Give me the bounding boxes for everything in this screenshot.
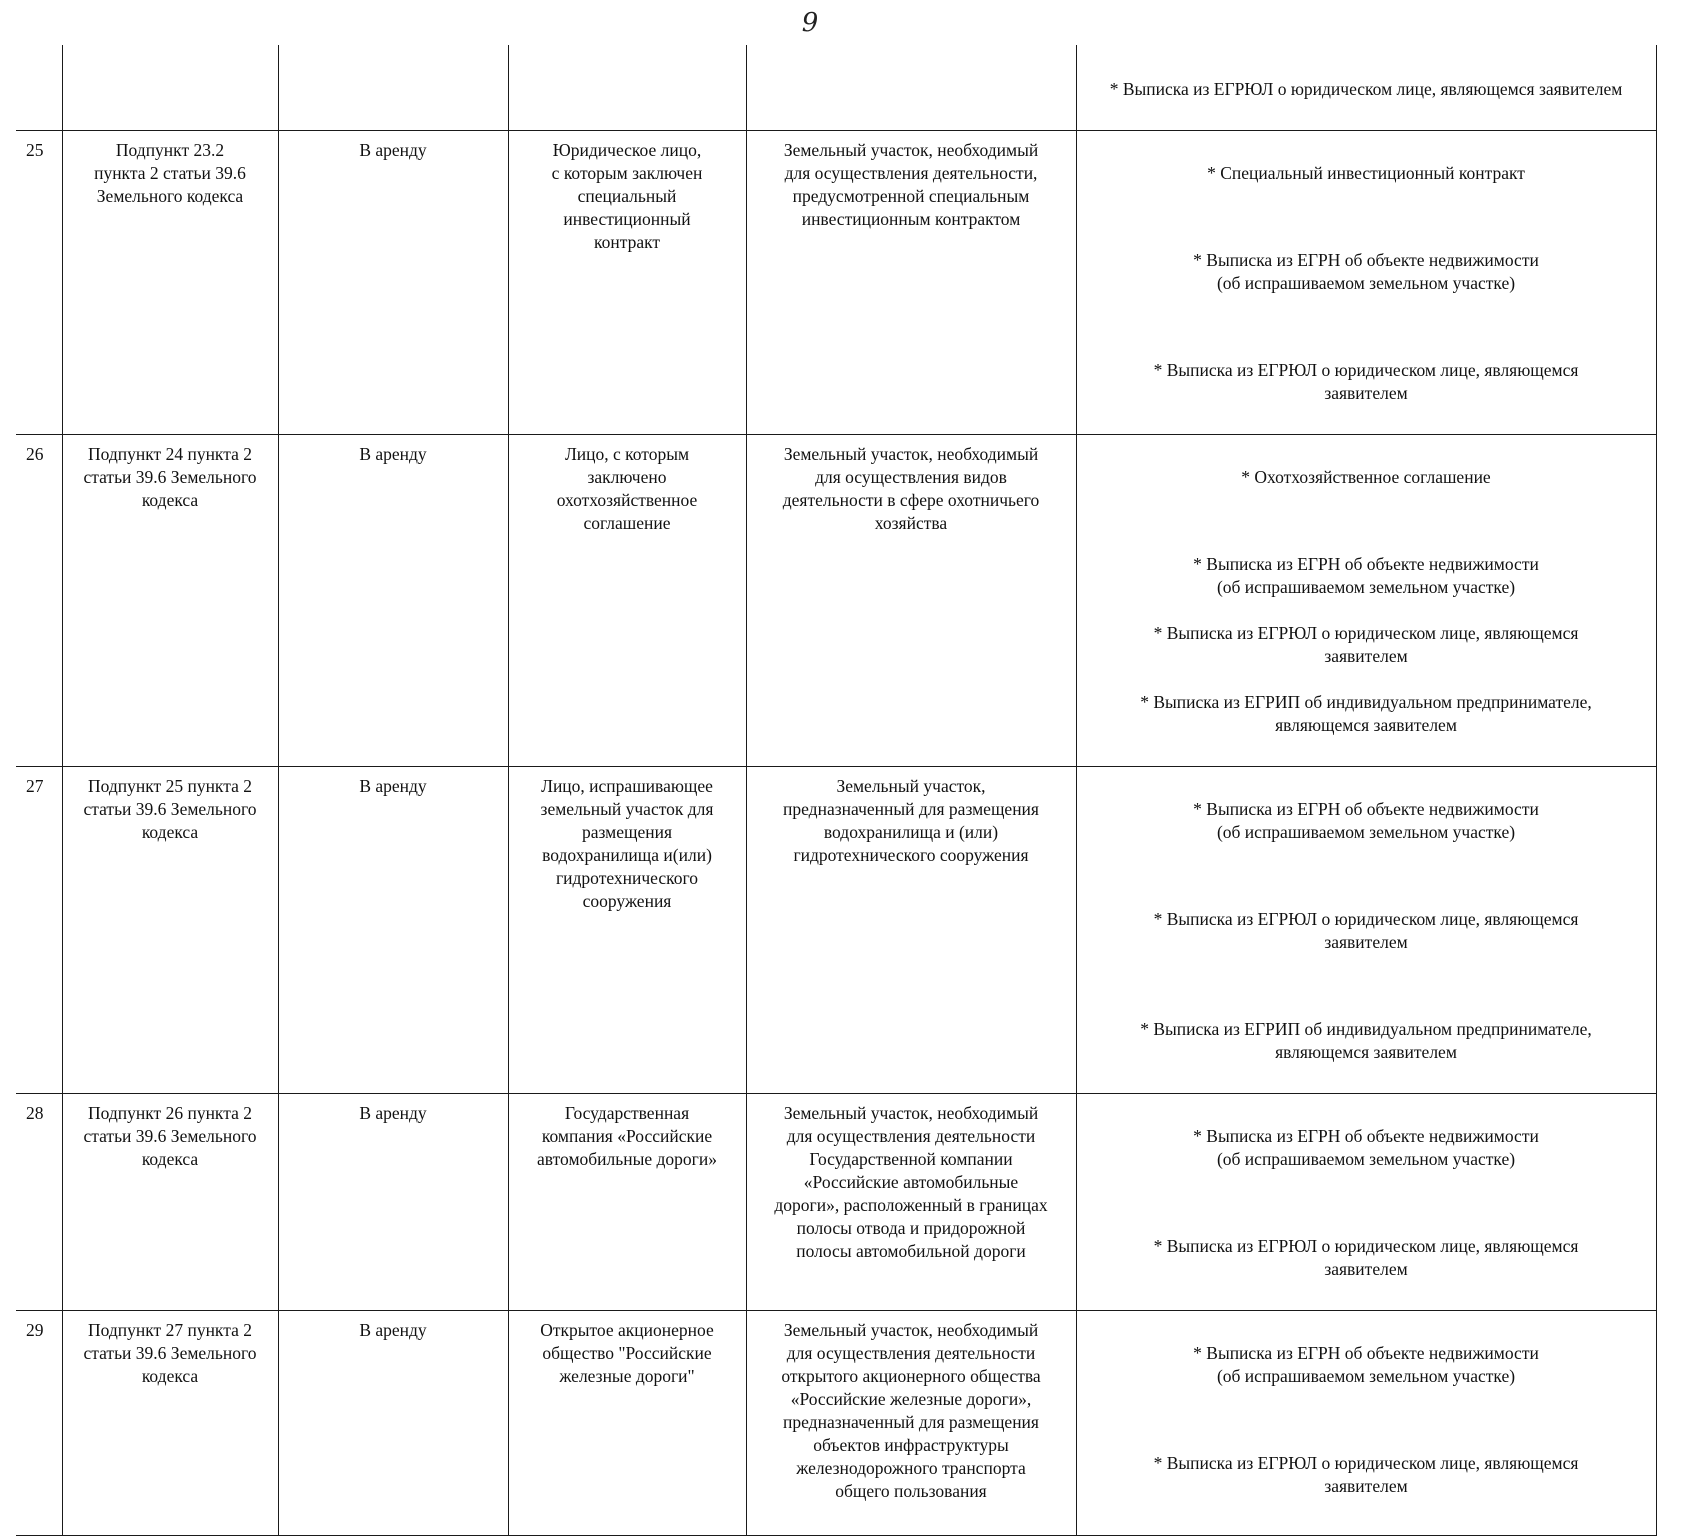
documents-cell xyxy=(1076,1311,1656,1536)
land-plot: Земельный участок, необходимый для осуществления деятельности Государственной компании «Российские автомобильные дороги», расположенный в границах полосы отвода и придорожной полосы автомобильной дороги xyxy=(746,1094,1076,1311)
legal-basis: Подпункт 26 пункта 2 статьи 39.6 Земельного кодекса xyxy=(62,1094,278,1311)
documents-cell xyxy=(1076,45,1656,131)
applicant: Открытое акционерное общество "Российские железные дороги" xyxy=(508,1311,746,1536)
documents-cell xyxy=(1076,131,1656,435)
legal-basis: Подпункт 27 пункта 2 статьи 39.6 Земельного кодекса xyxy=(62,1311,278,1536)
document-line: * Выписка из ЕГРЮЛ о юридическом лице, являющемся заявителем xyxy=(1153,1453,1579,1496)
document-line: * Выписка из ЕГРЮЛ о юридическом лице, являющемся заявителем xyxy=(1153,909,1579,952)
document-gap xyxy=(1083,867,1650,885)
document-line: * Выписка из ЕГРЮЛ о юридическом лице, являющемся заявителем xyxy=(1153,1236,1579,1279)
basis-cell xyxy=(62,45,278,131)
document-line: * Выписка из ЕГРН об объекте недвижимости (об испрашиваемом земельном участке) xyxy=(1193,554,1539,597)
document-gap xyxy=(1083,1411,1650,1429)
provision-type: В аренду xyxy=(278,1311,508,1536)
document-line: * Выписка из ЕГРЮЛ о юридическом лице, являющемся заявителем xyxy=(1153,623,1579,666)
type-cell xyxy=(278,45,508,131)
table-row xyxy=(16,435,1656,767)
document-line: * Выписка из ЕГРН об объекте недвижимости (об испрашиваемом земельном участке) xyxy=(1193,250,1539,293)
documents-cell xyxy=(1076,435,1656,767)
land-plot: Земельный участок, необходимый для осуществления деятельности, предусмотренной специальным инвестиционным контрактом xyxy=(746,131,1076,435)
document-line: * Выписка из ЕГРИП об индивидуальном предпринимателе, являющемся заявителем xyxy=(1140,1019,1592,1062)
row-number-cell xyxy=(16,45,62,131)
legal-basis: Подпункт 25 пункта 2 статьи 39.6 Земельного кодекса xyxy=(62,767,278,1094)
applicant: Лицо, испрашивающее земельный участок для размещения водохранилища и(или) гидротехнического сооружения xyxy=(508,767,746,1094)
applicant: Государственная компания «Российские автомобильные дороги» xyxy=(508,1094,746,1311)
document-line: * Выписка из ЕГРН об объекте недвижимости (об испрашиваемом земельном участке) xyxy=(1193,799,1539,842)
row-number: 27 xyxy=(16,767,62,1094)
land-documents-table xyxy=(16,45,1657,1536)
applicant-cell xyxy=(508,45,746,131)
document-line: * Выписка из ЕГРЮЛ о юридическом лице, являющемся заявителем xyxy=(1109,79,1623,99)
table-row xyxy=(16,131,1656,435)
row-number: 29 xyxy=(16,1311,62,1536)
documents-cell xyxy=(1076,767,1656,1094)
document-gap xyxy=(1083,1194,1650,1212)
document-line: * Выписка из ЕГРЮЛ о юридическом лице, являющемся заявителем xyxy=(1153,360,1579,403)
document-gap xyxy=(1083,208,1650,226)
table-row xyxy=(16,1094,1656,1311)
land-plot: Земельный участок, предназначенный для размещения водохранилища и (или) гидротехнического сооружения xyxy=(746,767,1076,1094)
provision-type: В аренду xyxy=(278,435,508,767)
row-number: 28 xyxy=(16,1094,62,1311)
documents-cell xyxy=(1076,1094,1656,1311)
applicant: Лицо, с которым заключено охотхозяйственное соглашение xyxy=(508,435,746,767)
row-number: 25 xyxy=(16,131,62,435)
legal-basis: Подпункт 23.2 пункта 2 статьи 39.6 Земельного кодекса xyxy=(62,131,278,435)
document-line: * Охотхозяйственное соглашение xyxy=(1241,467,1491,487)
table-row-continuation xyxy=(16,45,1656,131)
document-gap xyxy=(1083,318,1650,336)
row-number: 26 xyxy=(16,435,62,767)
provision-type: В аренду xyxy=(278,767,508,1094)
table-row xyxy=(16,767,1656,1094)
document-line: * Выписка из ЕГРН об объекте недвижимости (об испрашиваемом земельном участке) xyxy=(1193,1343,1539,1386)
provision-type: В аренду xyxy=(278,1094,508,1311)
document-gap xyxy=(1083,977,1650,995)
document-line: * Выписка из ЕГРН об объекте недвижимости (об испрашиваемом земельном участке) xyxy=(1193,1126,1539,1169)
land-plot: Земельный участок, необходимый для осуществления видов деятельности в сфере охотничьего хозяйства xyxy=(746,435,1076,767)
table-row xyxy=(16,1311,1656,1536)
document-line: * Специальный инвестиционный контракт xyxy=(1207,163,1525,183)
document-line: * Выписка из ЕГРИП об индивидуальном предпринимателе, являющемся заявителем xyxy=(1140,692,1592,735)
provision-type: В аренду xyxy=(278,131,508,435)
document-gap xyxy=(1083,512,1650,530)
applicant: Юридическое лицо, с которым заключен специальный инвестиционный контракт xyxy=(508,131,746,435)
land-plot: Земельный участок, необходимый для осуществления деятельности открытого акционерного общества «Российские железные дороги», предназначенный для размещения объектов инфраструктуры железнодорожного транспорта общего пользования xyxy=(746,1311,1076,1536)
legal-basis: Подпункт 24 пункта 2 статьи 39.6 Земельного кодекса xyxy=(62,435,278,767)
land-cell xyxy=(746,45,1076,131)
page-number: 9 xyxy=(801,8,819,38)
